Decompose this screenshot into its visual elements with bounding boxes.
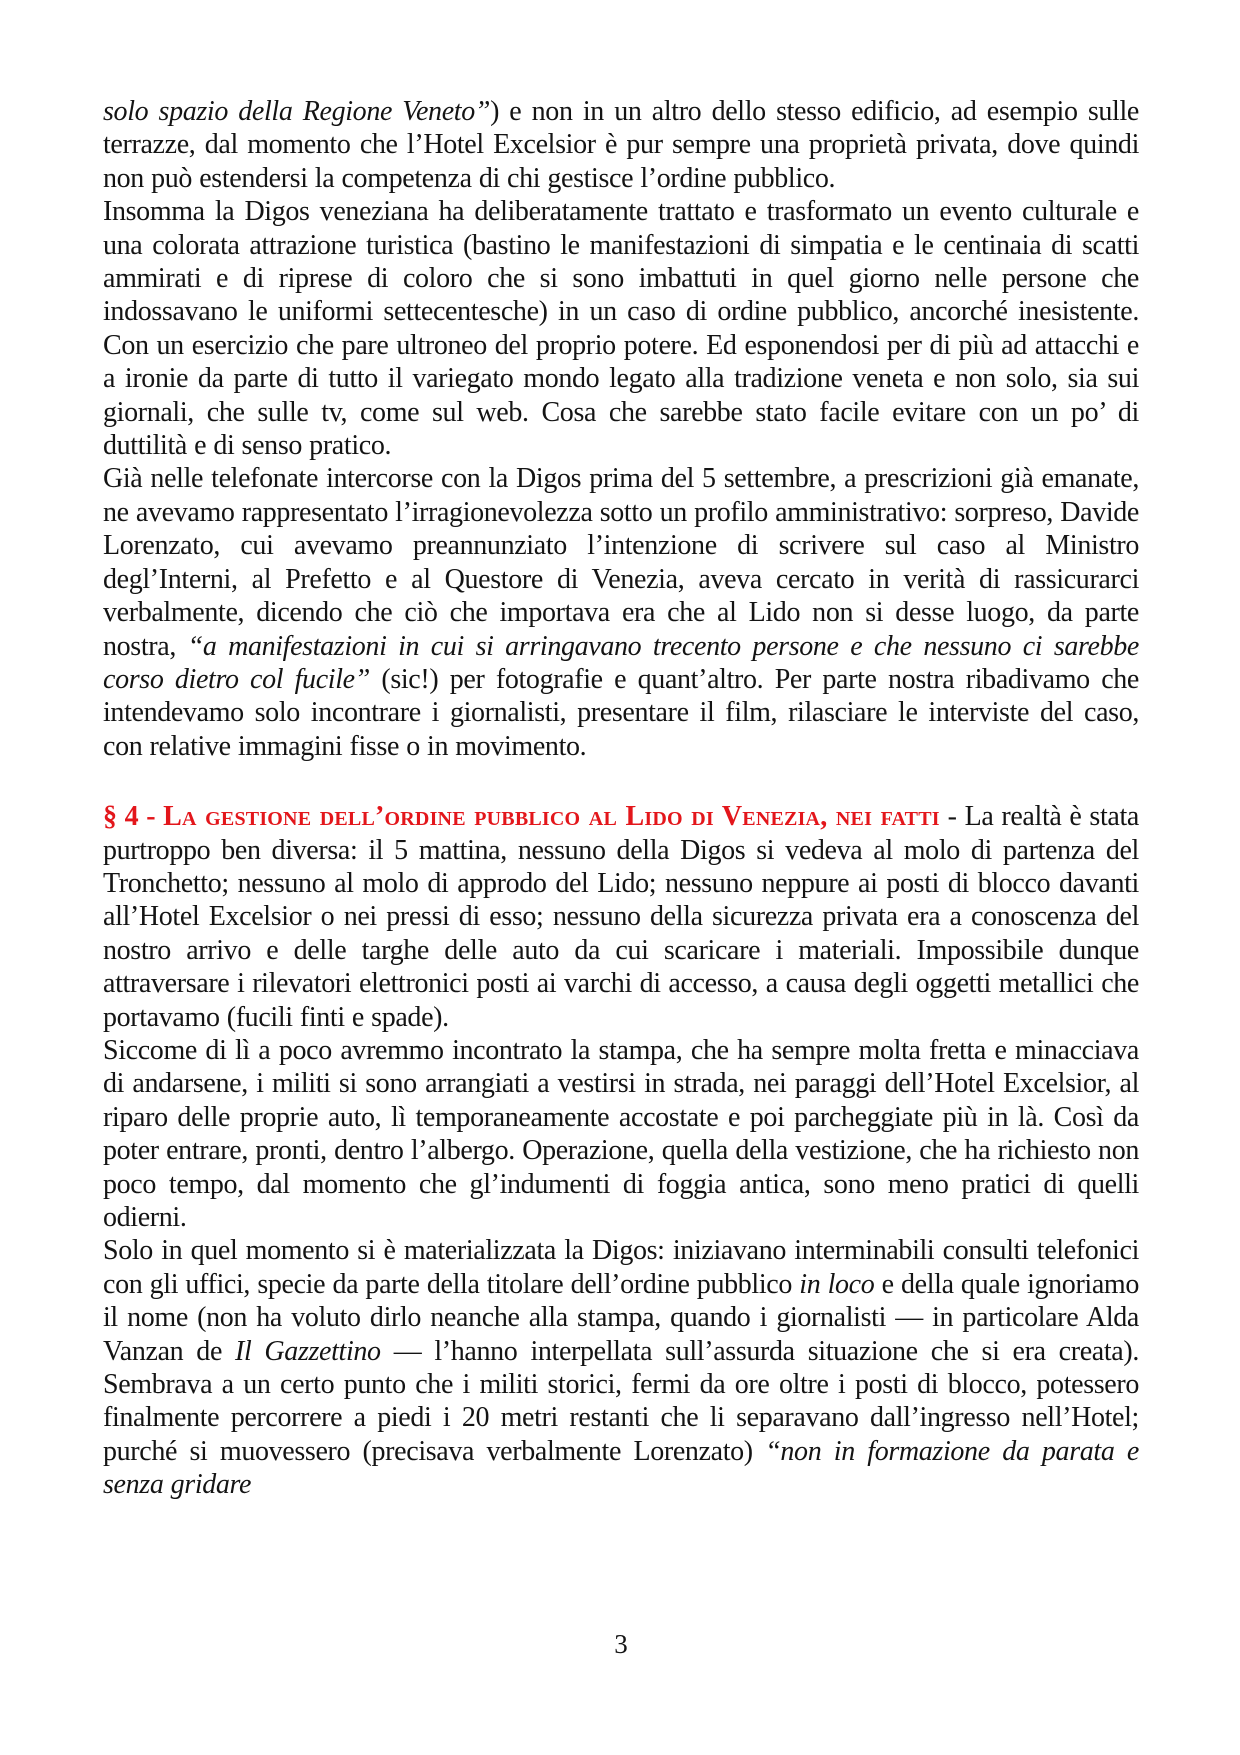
page-number: 3	[614, 1629, 628, 1659]
body-text: Già nelle telefonate intercorse con la Digos prima del 5 settembre, a prescrizioni già emanate, ne avevamo rappresentato l’irragionevolezza sotto un profilo amministrativo: sorpreso, Davide Lorenzato, cui avevamo preannunziato l’intenzione di scrivere sul caso al Ministro degl’Interni, al Prefetto e al Questore di Venezia, aveva cercato in verità di rassicurarci verbalmente, dicendo che ciò che importava era che al Lido non si desse luogo, da parte nostra,	[103, 463, 1139, 662]
section-heading-text: § 4 -	[103, 801, 164, 833]
body-text: ) e non in un altro dello stesso edificio, ad esempio sulle terrazze, dal momento che l’Hotel Excelsior è pur sempre una proprietà privata, dove quindi non può estendersi la competenza di chi gestisce l’ordine pubblico.	[103, 96, 1139, 194]
paragraph-telefonate-digos	[103, 462, 1139, 763]
paragraph-continuation-regione-veneto	[103, 95, 1139, 195]
paragraph-insomma-digos	[103, 195, 1139, 462]
body-text: e della quale ignoriamo il nome (non ha voluto dirlo neanche alla stampa, quando i giornalisti — in particolare Alda Vanzan de	[103, 1268, 1140, 1367]
body-text: (sic!) per fotografie e quant’altro. Per parte nostra ribadivamo che intendevamo solo incontrare i giornalisti, presentare il film, rilasciare le interviste del caso, con relative immagini fisse o in movimento.	[103, 663, 1140, 762]
document-body	[103, 95, 1139, 1502]
body-text: — l’hanno interpellata sull’assurda situazione che si era creata). Sembrava a un certo punto che i militi storici, fermi da ore oltre i posti di blocco, potessero finalmente percorrere a piedi i 20 metri restanti che li separavano dall’ingresso nell’Hotel; purché si muovessero (precisava verbalmente Lorenzato)	[103, 1335, 1139, 1467]
italic-text: in loco	[799, 1268, 875, 1300]
italic-text: “a manifestazioni in cui si arringavano trecento persone e che nessuno ci sarebbe corso dietro col fucile”	[103, 630, 1139, 695]
body-text: Solo in quel momento si è materializzata la Digos: iniziavano interminabili consulti telefonici con gli uffici, specie da parte della titolare dell’ordine pubblico	[103, 1235, 1139, 1300]
italic-text: Il Gazzettino	[235, 1335, 381, 1367]
paragraph-siccome-stampa	[103, 1034, 1139, 1234]
paragraph-solo-in-quel-momento	[103, 1234, 1139, 1501]
body-text: Siccome di lì a poco avremmo incontrato la stampa, che ha sempre molta fretta e minacciava di andarsene, i militi si sono arrangiati a vestirsi in strada, nei paraggi dell’Hotel Excelsior, al riparo delle proprie auto, lì temporaneamente accostate e poi parcheggiate più in là. Così da poter entrare, pronti, dentro l’albergo. Operazione, quella della vestizione, che ha richiesto non poco tempo, dal momento che gl’indumenti di foggia antica, sono meno pratici di quelli odierni.	[103, 1034, 1139, 1233]
page-footer	[103, 1628, 1139, 1661]
body-text: Insomma la Digos veneziana ha deliberatamente trattato e trasformato un evento culturale e una colorata attrazione turistica (bastino le manifestazioni di simpatia e le centinaia di scatti ammirati e di riprese di coloro che si sono imbattuti in quel giorno nelle persone che indossavano le uniformi settecentesche) in un caso di ordine pubblico, ancorché inesistente. Con un esercizio che pare ultroneo del proprio potere. Ed esponendosi per di più ad attacchi e a ironie da parte di tutto il variegato mondo legato alla tradizione veneta e non solo, sia sui giornali, che sulle tv, come sul web. Cosa che sarebbe stato facile evitare con un po’ di duttilità e di senso pratico.	[103, 196, 1139, 462]
paragraph-section-4	[103, 800, 1139, 1034]
body-text: - La realtà è stata purtroppo ben diversa: il 5 mattina, nessuno della Digos si vedeva al molo di partenza del Tronchetto; nessuno al molo di approdo del Lido; nessuno neppure ai posti di blocco davanti all’Hotel Excelsior o nei pressi di esso; nessuno della sicurezza privata era a conoscenza del nostro arrivo e delle targhe delle auto da cui scaricare i materiali. Impossibile dunque attraversare i rilevatori elettronici posti ai varchi di accesso, a causa degli oggetti metallici che portavamo (fucili finti e spade).	[103, 801, 1139, 1033]
italic-text: solo spazio della Regione Veneto”	[103, 96, 491, 127]
italic-text: “non in formazione da parata e senza gridare	[103, 1435, 1139, 1501]
section-heading-text: La gestione dell’ordine pubblico al Lido di Venezia, nei fatti	[163, 801, 940, 833]
